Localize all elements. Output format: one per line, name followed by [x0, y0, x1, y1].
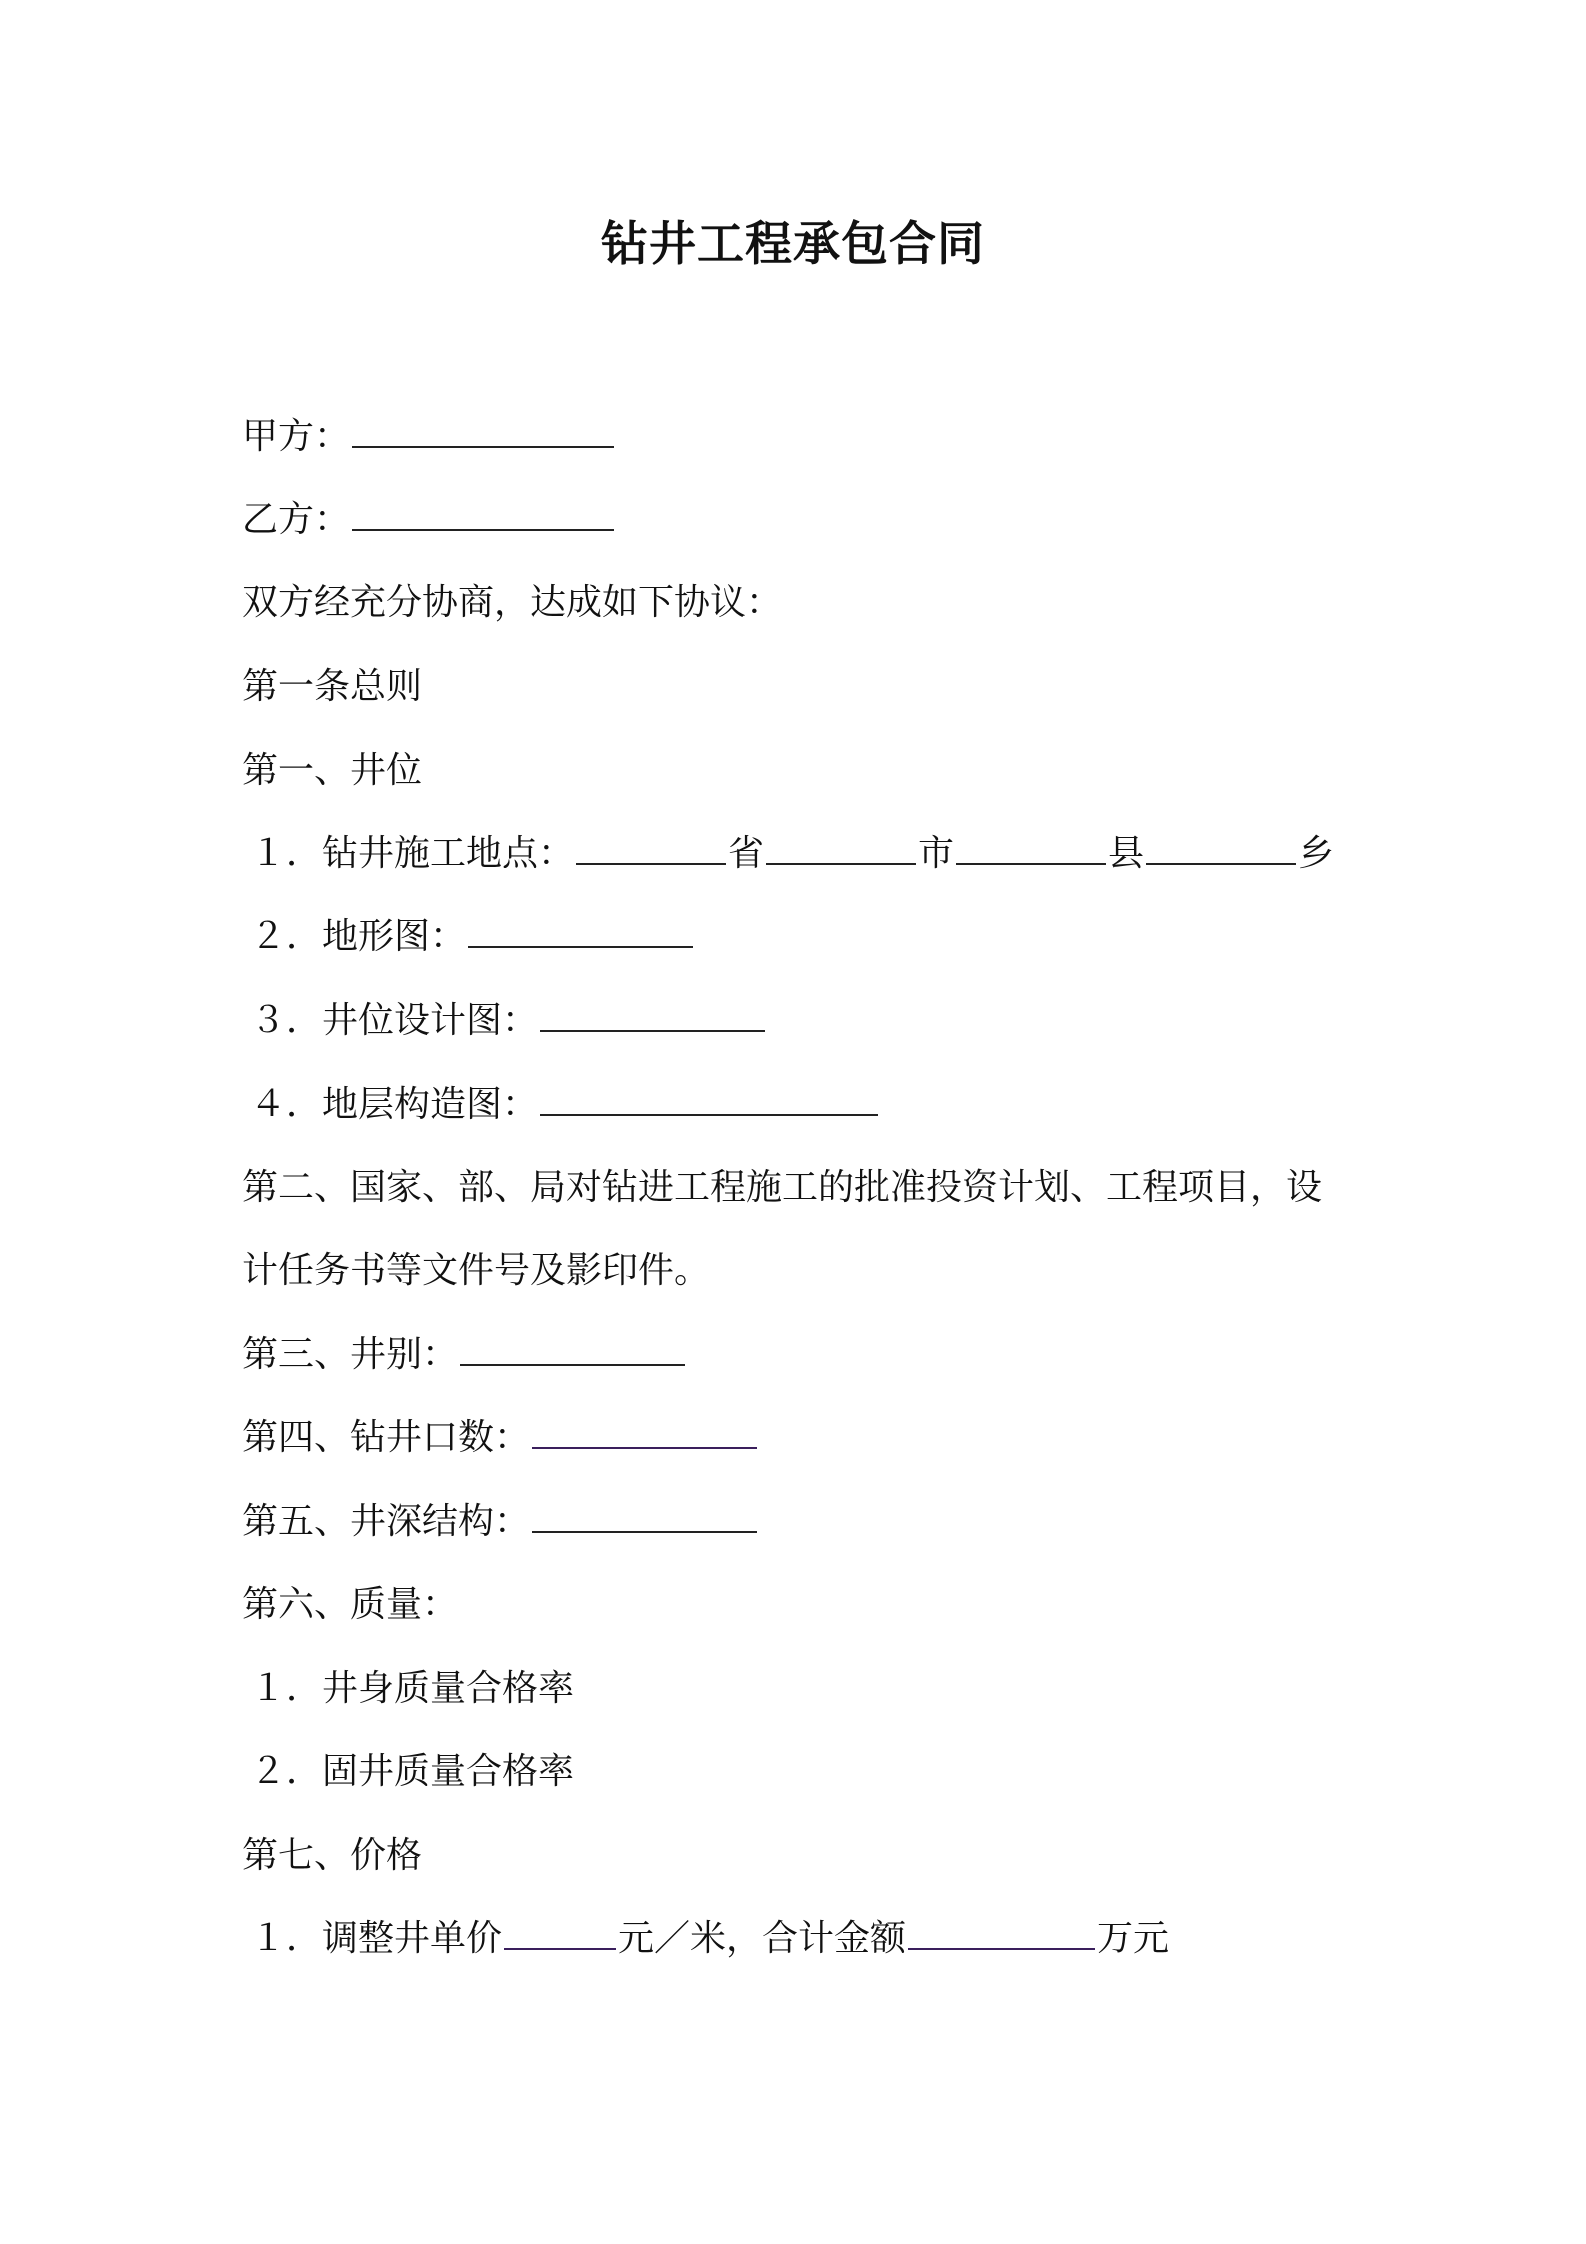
sec4-line: [242, 1413, 759, 1463]
city-blank[interactable]: [766, 862, 916, 865]
well-depth-label: 第五、井深结构：: [242, 1501, 531, 1542]
article1-heading: 第一条总则: [242, 666, 423, 707]
county-blank[interactable]: [956, 862, 1106, 865]
unit-price-blank[interactable]: [504, 1947, 616, 1950]
sec7-heading: 第七、价格: [242, 1835, 423, 1876]
party-a-line: [242, 412, 616, 462]
sec1-item4-line: [250, 1080, 880, 1130]
well-count-blank[interactable]: [532, 1446, 757, 1449]
county-text: 县: [1108, 833, 1145, 874]
party-a-label: 甲方：: [242, 416, 351, 457]
unit-price-text: 元／米，合计金额: [618, 1918, 907, 1959]
sec5-line: [242, 1497, 759, 1547]
agreement-intro: 双方经充分协商，达成如下协议：: [242, 582, 783, 623]
party-b-blank[interactable]: [352, 528, 614, 531]
sec2-line1: 第二、国家、部、局对钻进工程施工的批准投资计划、工程项目，设: [242, 1167, 1323, 1208]
well-design-blank[interactable]: [540, 1029, 765, 1032]
well-type-label: 第三、井别：: [242, 1334, 459, 1375]
sec6-item1: １．井身质量合格率: [250, 1668, 575, 1709]
party-b-line: [242, 495, 616, 545]
city-text: 市: [918, 833, 955, 874]
party-b-label: 乙方：: [242, 499, 351, 540]
well-type-blank[interactable]: [460, 1363, 685, 1366]
topographic-map-blank[interactable]: [468, 945, 693, 948]
strata-map-label: ４．地层构造图：: [250, 1084, 539, 1125]
township-text: 乡: [1298, 833, 1335, 874]
party-a-blank[interactable]: [352, 445, 614, 448]
well-count-label: 第四、钻井口数：: [242, 1417, 531, 1458]
total-amount-unit: 万元: [1097, 1918, 1170, 1959]
sec2-line2: 计任务书等文件号及影印件。: [242, 1250, 711, 1291]
document-title: 钻井工程承包合同: [601, 217, 985, 272]
total-amount-blank[interactable]: [908, 1947, 1095, 1950]
well-design-label: ３．井位设计图：: [250, 1000, 539, 1041]
province-text: 省: [728, 833, 765, 874]
drilling-site-label: １．钻井施工地点：: [250, 833, 575, 874]
sec6-item2: ２．固井质量合格率: [250, 1751, 575, 1792]
sec1-item1-line: [250, 829, 1334, 879]
topographic-map-label: ２．地形图：: [250, 916, 467, 957]
sec7-item1-line: [250, 1914, 1169, 1964]
strata-map-blank[interactable]: [540, 1113, 878, 1116]
well-depth-blank[interactable]: [532, 1530, 757, 1533]
sec1-heading: 第一、井位: [242, 750, 423, 791]
province-blank[interactable]: [576, 862, 726, 865]
sec1-item2-line: [250, 912, 695, 962]
township-blank[interactable]: [1146, 862, 1296, 865]
sec3-line: [242, 1330, 687, 1380]
sec1-item3-line: [250, 996, 767, 1046]
unit-price-label: １．调整井单价: [250, 1918, 503, 1959]
sec6-heading: 第六、质量：: [242, 1584, 459, 1625]
